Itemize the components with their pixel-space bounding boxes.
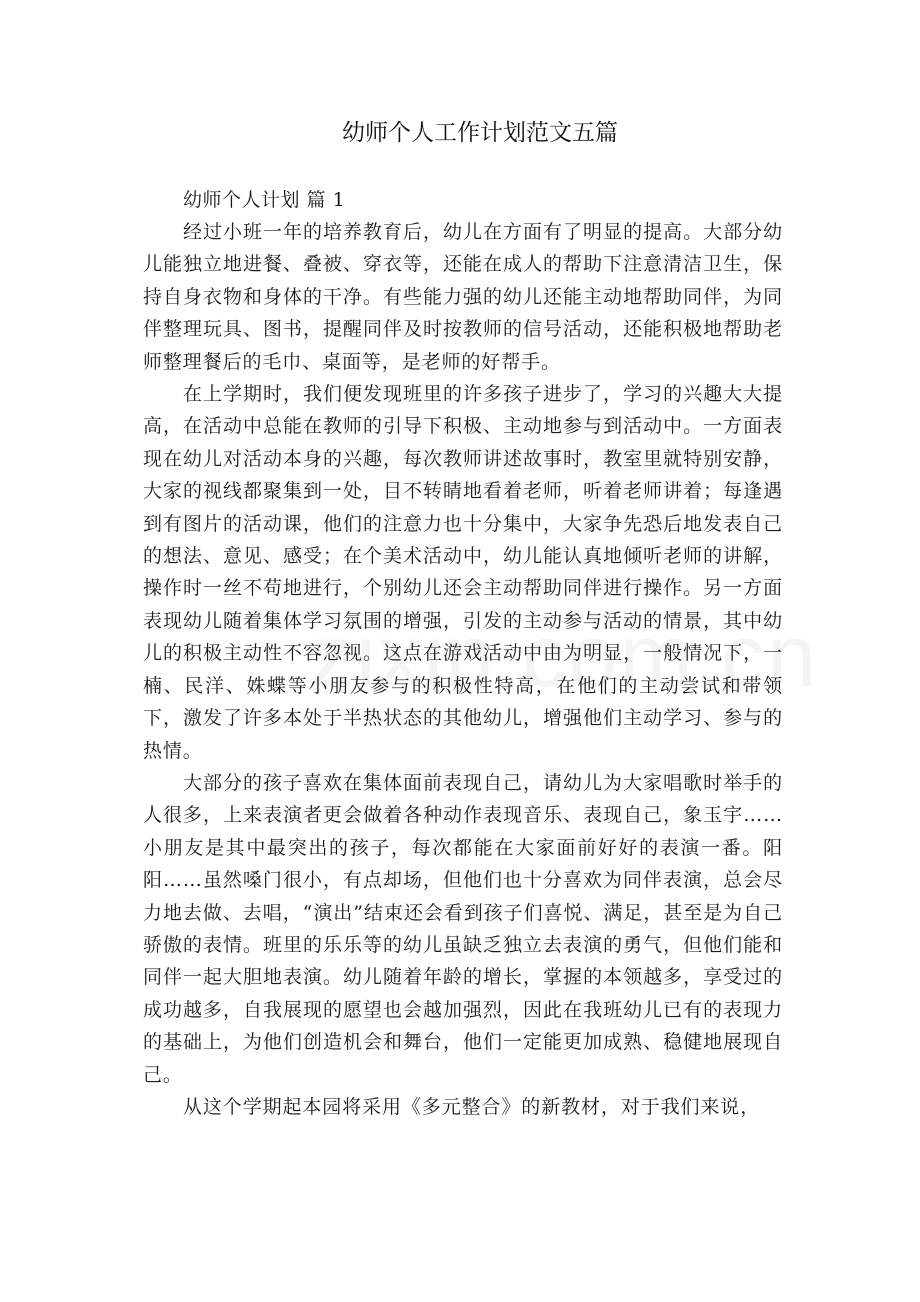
paragraph: 从这个学期起本园将采用《多元整合》的新教材，对于我们来说，: [183, 1095, 761, 1118]
paragraph: 在上学期时，我们便发现班里的许多孩子进步了，学习的兴趣大大提高，在活动中总能在教师的引导下积极、主动地参与到活动中。一方面表现在幼儿对活动本身的兴趣，每次教师讲述故事时，教室里就特别安静，大家的视线都聚集到一处，目不转睛地看着老师，听着老师讲着；每逢遇到有图片的活动课，他们的注意力也十分集中，大家争先恐后地发表自己的想法、意见、感受；在个美术活动中，幼儿能认真地倾听老师的讲解，操作时一丝不苟地进行，个别幼儿还会主动帮助同伴进行操作。另一方面表现幼儿随着集体学习氛围的增强，引发的主动参与活动的情景，其中幼儿的积极主动性不容忽视。这点在游戏活动中由为明显，一般情况下，一楠、民洋、姝蝶等小朋友参与的积极性特高，在他们的主动尝试和带领下，激发了许多本处于半热状态的其他幼儿，增强他们主动学习、参与的热情。: [143, 383, 783, 762]
paragraph: 经过小班一年的培养教育后，幼儿在方面有了明显的提高。大部分幼儿能独立地进餐、叠被、穿衣等，还能在成人的帮助下注意清洁卫生，保持自身衣物和身体的干净。有些能力强的幼儿还能主动地帮助同伴，为同伴整理玩具、图书，提醒同伴及时按教师的信号活动，还能积极地帮助老师整理餐后的毛巾、桌面等，是老师的好帮手。: [143, 221, 783, 373]
document-title: 幼师个人工作计划范文五篇: [342, 120, 618, 146]
paragraph: 大部分的孩子喜欢在集体面前表现自己，请幼儿为大家唱歌时举手的人很多，上来表演者更会做着各种动作表现音乐、表现自己，象玉宇……小朋友是其中最突出的孩子，每次都能在大家面前好好的表演一番。阳阳……虽然嗓门很小，有点却场，但他们也十分喜欢为同伴表演，总会尽力地去做、去唱，“演出”结束还会看到孩子们喜悦、满足，甚至是为自己骄傲的表情。班里的乐乐等的幼儿虽缺乏独立去表演的勇气，但他们能和同伴一起大胆地表演。幼儿随着年龄的增长，掌握的本领越多，享受过的成功越多，自我展现的愿望也会越加强烈，因此在我班幼儿已有的表现力的基础上，为他们创造机会和舞台，他们一定能更加成熟、稳健地展现自己。: [143, 771, 783, 1086]
document-body: [143, 184, 783, 1123]
section-heading: 幼师个人计划 篇 1: [183, 189, 346, 211]
